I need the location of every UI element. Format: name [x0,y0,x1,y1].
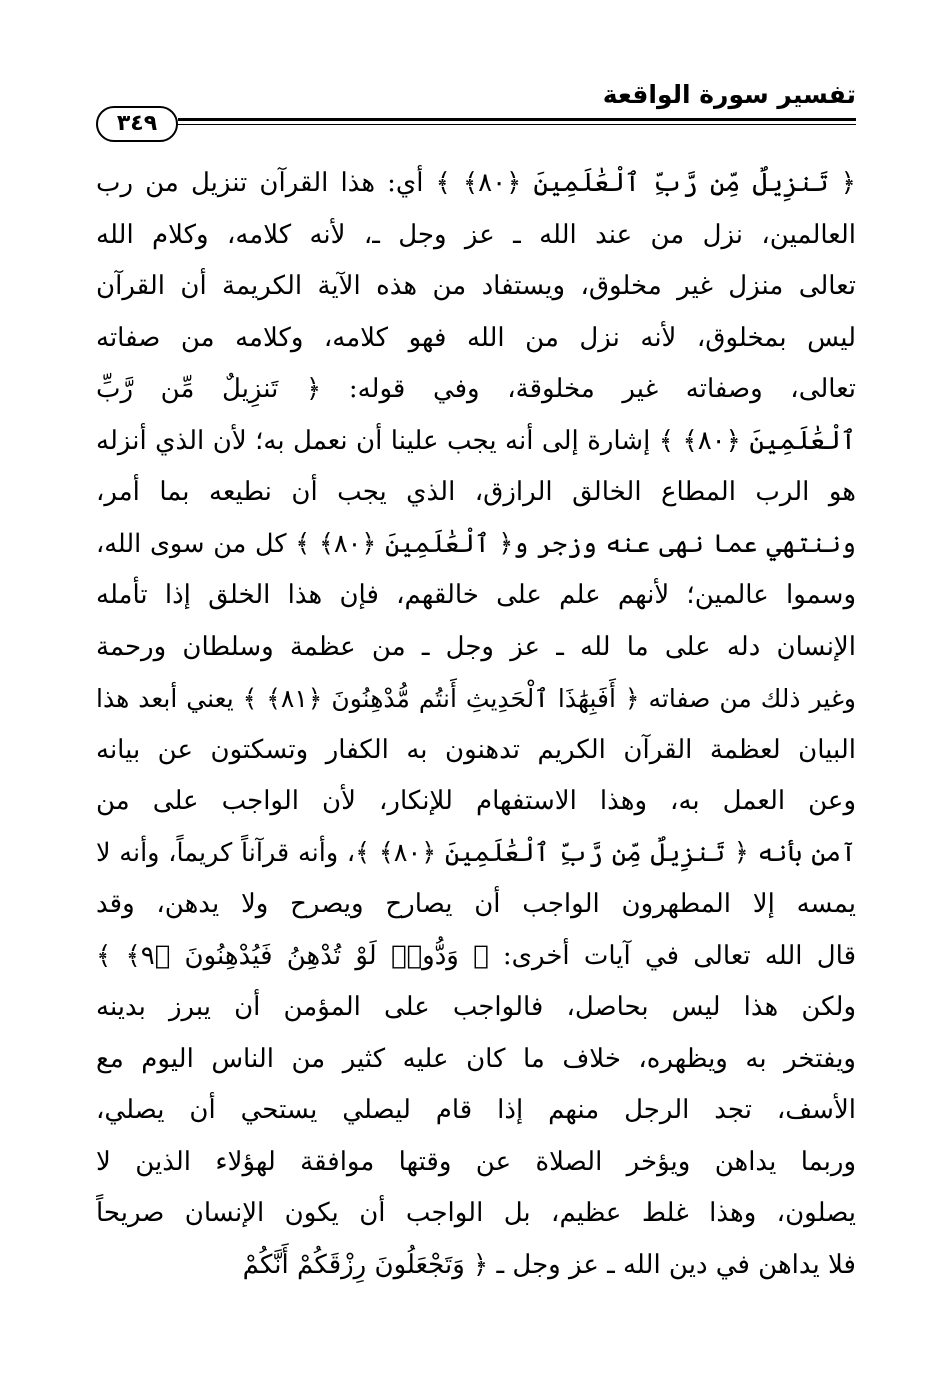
text-line: ٱلْعَٰلَمِينَ ﴿٨٠﴾ ﴾ إشارة إلى أنه يجب علينا أن نعمل به؛ لأن الذي أنزله [96,425,856,456]
page-header [96,78,856,148]
text-line: ﴿ تَنزِيلٌ مِّن رَّبِّ ٱلْعَٰلَمِينَ ﴿٨٠﴾ ﴾ أي: هذا القرآن تنزيل من رب [96,168,856,198]
text-line: آمن بأنه ﴿ تَنزِيلٌ مِّن رَّبِّ ٱلْعَٰلَمِينَ ﴿٨٠﴾ ﴾، وأنه قرآناً كريماً، وأنه لا [96,837,856,868]
text-line: فلا يداهن في دين الله ـ عز وجل ـ ﴿ وَتَجْعَلُونَ رِزْقَكُمْ أَنَّكُمْ [242,1249,856,1280]
body-text [96,158,856,1348]
text-line: وربما يداهن ويؤخر الصلاة عن وقتها موافقة لهؤلاء الذين لا [96,1146,856,1177]
text-line: وغير ذلك من صفاته ﴿ أَفَبِهَٰذَا ٱلْحَدِيثِ أَنتُم مُّدْهِنُونَ ﴿٨١﴾ ﴾ يعني أبعد هذا [96,684,856,713]
text-line: وسموا عالمين؛ لأنهم علم على خالقهم، فإن هذا الخلق إذا تأمله [96,580,856,610]
text-line: تعالى منزل غير مخلوق، ويستفاد من هذه الآية الكريمة أن القرآن [96,271,856,301]
header-rule-thin [178,124,856,125]
text-line: ليس بمخلوق، لأنه نزل من الله فهو كلامه، وكلامه من صفاته [96,322,856,353]
page-number: ٣٤٩ [96,106,178,142]
text-line: الإنسان دله على ما لله ـ عز وجل ـ من عظمة وسلطان ورحمة [96,631,856,662]
text-line: ولكن هذا ليس بحاصل، فالواجب على المؤمن أن يبرز بدينه [96,992,856,1022]
text-line: يمسه إلا المطهرون الواجب أن يصارح ويصرح ولا يدهن، وقد [96,889,856,919]
text-line: وعن العمل به، وهذا الاستفهام للإنكار، لأن الواجب على من [96,786,856,816]
running-title: تفسير سورة الواقعة [602,80,856,109]
text-line: تعالى، وصفاته غير مخلوقة، وفي قوله: ﴿ تَنزِيلٌ مِّن رَّبِّ [96,374,856,404]
text-line: يصلون، وهذا غلط عظيم، بل الواجب أن يكون الإنسان صريحاً [96,1198,856,1228]
text-line: هو الرب المطاع الخالق الرازق، الذي يجب أن نطيعه بما أمر، [96,477,856,507]
text-line: ويفتخر به ويظهره، خلاف ما كان عليه كثير من الناس اليوم مع [96,1043,856,1074]
text-line: العالمين، نزل من عند الله ـ عز وجل ـ، لأنه كلامه، وكلام الله [96,219,856,250]
text-line: قال الله تعالى في آيات أخرى: ﴿ وَدُّوا۟ لَوْ تُدْهِنُ فَيُدْهِنُونَ ﴿٩﴾ ﴾ [96,940,856,971]
text-line: البيان لعظمة القرآن الكريم تدهنون به الكفار وتسكتون عن بيانه [96,734,856,765]
text-line: الأسف، تجد الرجل منهم إذا قام ليصلي يستحي أن يصلي، [96,1095,856,1125]
text-line: وننتهي عما نهى عنه وزجر و﴿ ٱلْعَٰلَمِينَ ﴿٨٠﴾ ﴾ كل من سوى الله، [96,528,856,559]
header-rule [178,118,856,121]
